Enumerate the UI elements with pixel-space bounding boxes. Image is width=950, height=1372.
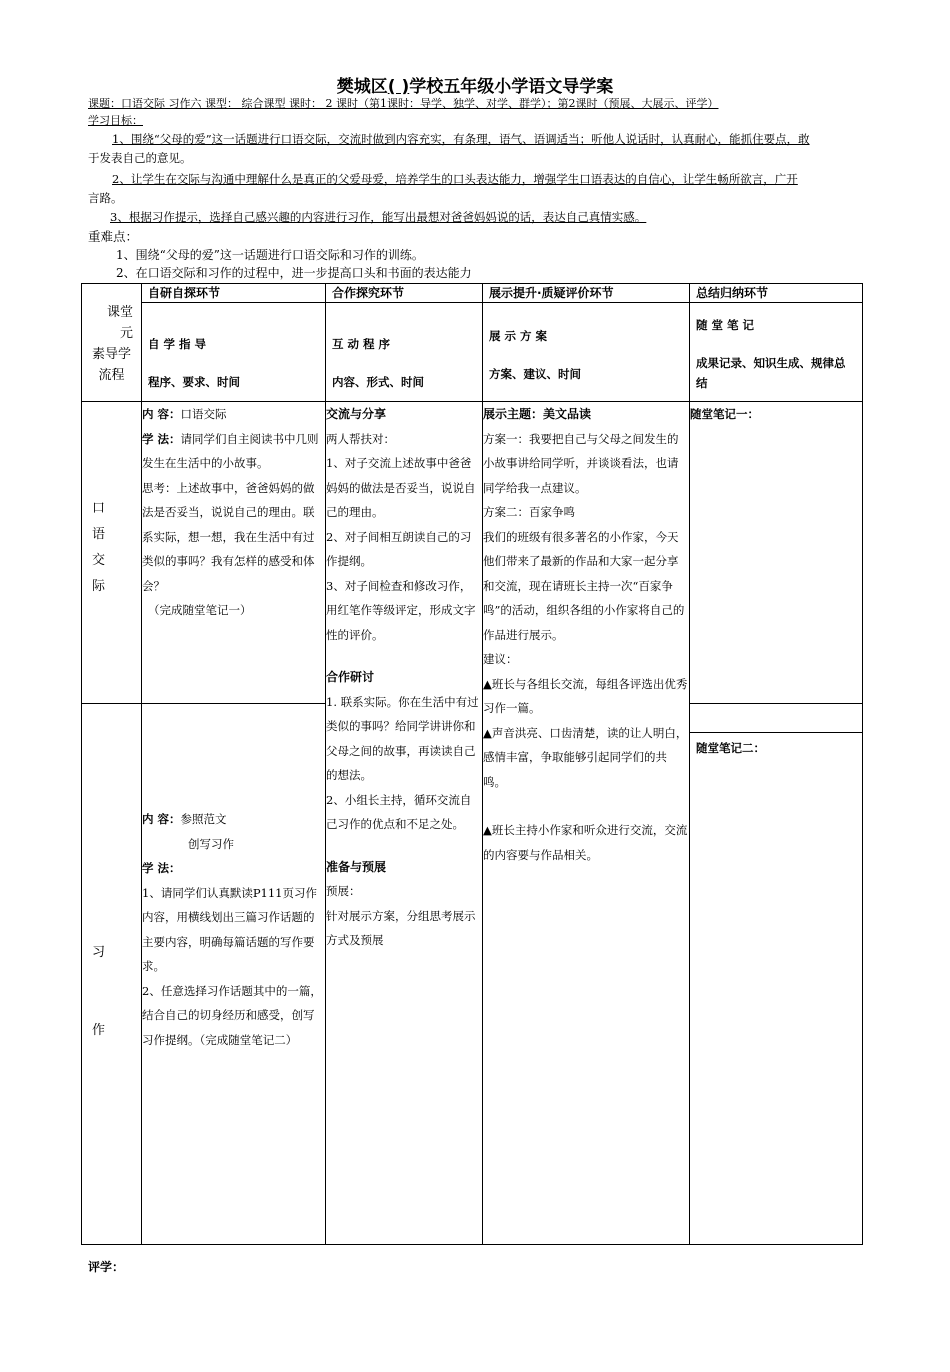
lesson-info: 课题：口语交际 习作六 课型： 综合课型 课时： 2 课时（第1课时：导学、独学、对学、群学）；第2课时（预展、大展示、评学） [88,97,719,110]
header-self-study: 自研自探环节 [142,284,326,303]
self-study-writing: 内 容：参照范文 创写习作 学 法： 1、请同学们认真默读P111页习作内容，用横线划出三篇习作话题的主要内容，明确每篇话题的写作要求。 2、任意选择习作话题其中的一篇，结合自己的切身经历和感受，创写习作提纲。（完成随堂笔记二） [142,704,326,1245]
goal-1: 1、围绕“父母的爱”这一话题进行口语交际，交流时做到内容充实，有条理，语气、语调适当；听他人说话时，认真耐心，能抓住要点，敢 于发表自己的意见。 [88,132,810,165]
row-label-writing: 习 作 [82,704,142,1245]
subheader-presentation: 展 示 方 案 方案、建议、时间 [483,303,690,402]
subheader-self-study: 自 学 指 导 程序、要求、时间 [142,303,326,402]
corner-header: 课堂 元 素导学 流程 [82,284,142,402]
row-label-oral: 口 语 交 际 [82,402,142,704]
key-point-2: 2、在口语交际和习作的过程中，进一步提高口头和书面的表达能力 [116,266,472,280]
goal-3: 3、根据习作提示，选择自己感兴趣的内容进行习作，能写出最想对爸爸妈妈说的话，表达自己真情实感。 [110,210,647,224]
self-study-oral: 内 容：口语交际 学 法：请同学们自主阅读书中几则发生在生活中的小故事。 思考：上述故事中，爸爸妈妈的做法是否妥当，说说自己的理由。联系实际，想一想，我在生活中有过类似的事吗？我有怎样的感受和体会？ （完成随堂笔记一） [142,402,326,704]
key-label: 重难点： [88,229,139,244]
subheader-summary: 随 堂 笔 记 成果记录、知识生成、规律总结 [690,303,863,402]
header-cooperation: 合作探究环节 [326,284,483,303]
page-title: 樊城区( )学校五年级小学语文导学案 [336,77,614,97]
notes-cell: 随堂笔记一： [690,402,863,704]
goal-2: 2、让学生在交际与沟通中理解什么是真正的父爱母爱，培养学生的口头表达能力，增强学生口语表达的自信心，让学生畅所欲言，广开 言路。 [88,172,798,205]
notes-cell-2: 随堂笔记二： [690,704,863,1245]
presentation-column: 展示主题：美文品读 方案一：我要把自己与父母之间发生的小故事讲给同学听，并谈谈看法，也请同学给我一点建议。 方案二：百家争鸣 我们的班级有很多著名的小作家，今天他们带来了最新的作品和大家一起分享和交流，现在请班长主持一次“百家争鸣”的活动，组织各组的小作家将自己的作品进行展示。 建议： ▲班长与各组长交流，每组各评选出优秀习作一篇。 ▲声音洪亮、口齿清楚，读的让人明白，感情丰富，争取能够引起同学们的共鸣。 ▲班长主持小作家和听众进行交流，交流的内容要与作品相关。 [483,402,690,1245]
goals-label: 学习目标： [88,114,143,127]
subheader-cooperation: 互 动 程 序 内容、形式、时间 [326,303,483,402]
guide-table [81,283,863,1245]
cooperation-column: 交流与分享 两人帮扶对： 1、对子交流上述故事中爸爸妈妈的做法是否妥当，说说自己的理由。 2、对子间相互朗读自己的习作提纲。 3、对子间检查和修改习作，用红笔作等级评定，形成文字性的评价。 合作研讨 1. 联系实际。你在生活中有过类似的事吗？给同学讲讲你和父母之间的故事，再读读自己的想法。 2、小组长主持，循环交流自己习作的优点和不足之处。 准备与预展 预展： 针对展示方案，分组思考展示方式及预展 [326,402,483,1245]
key-point-1: 1、围绕“父母的爱”这一话题进行口语交际和习作的训练。 [116,248,424,262]
header-summary: 总结归纳环节 [690,284,863,303]
evaluation-label: 评学： [88,1260,125,1274]
header-presentation: 展示提升·质疑评价环节 [483,284,690,303]
